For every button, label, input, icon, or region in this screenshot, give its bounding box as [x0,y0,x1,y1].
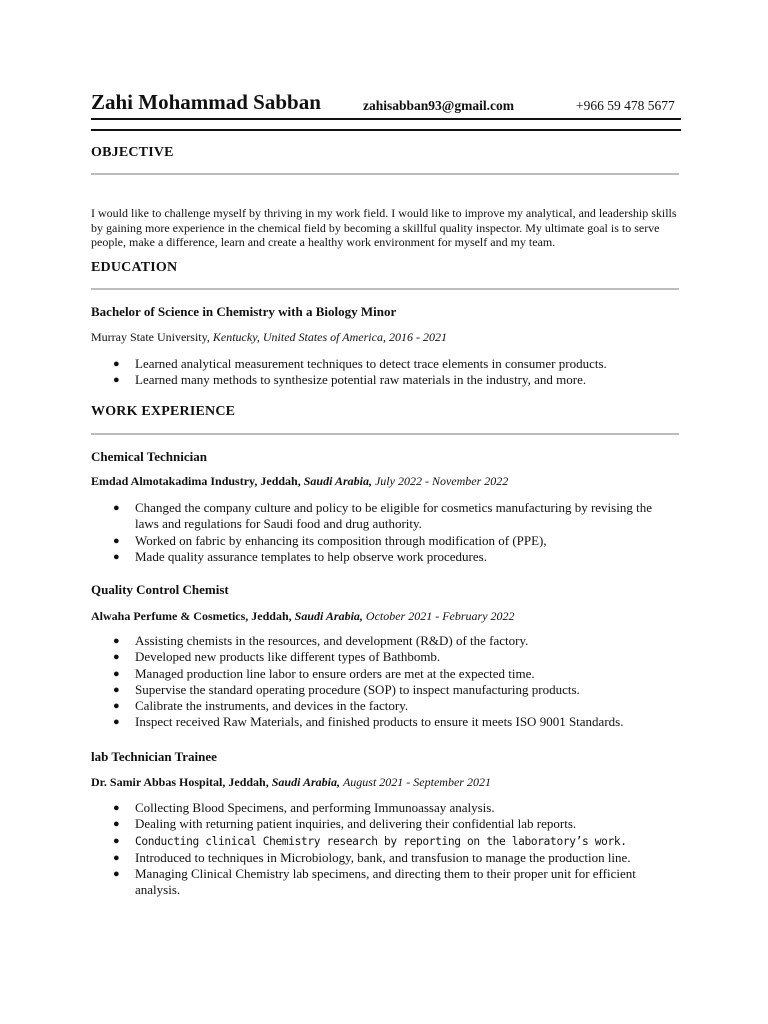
candidate-email: zahisabban93@gmail.com [363,98,514,113]
list-item: ● Collecting Blood Specimens, and performing Immunoassay analysis. [113,800,495,815]
school-name: Murray State University, [91,330,210,344]
education-heading: EDUCATION [91,260,178,275]
list-item: ● Conducting clinical Chemistry research by reporting on the laboratory’s work. [113,834,627,848]
degree-title: Bachelor of Science in Chemistry with a Biology Minor [91,304,397,319]
list-item: ● Inspect received Raw Materials, and finished products to ensure it meets ISO 9001 Standards. [113,714,624,730]
bullet-icon: ● [113,358,120,370]
list-item: ● Changed the company culture and policy to be eligible for cosmetics manufacturing by revising the laws and regulations for Saudi food and drug authority. [113,500,652,532]
bullet-icon: ● [113,868,120,881]
job-company: Dr. Samir Abbas Hospital, Jeddah, [91,775,269,789]
list-item: ● Assisting chemists in the resources, and development (R&D) of the factory. [113,633,529,648]
job-country: Saudi Arabia, [294,609,363,623]
job-bullet-list [91,800,679,899]
bullet-icon: ● [113,534,120,547]
job-dates: October 2021 - February 2022 [365,609,515,623]
work-heading: WORK EXPERIENCE [91,404,236,419]
bullet-icon: ● [113,818,120,831]
candidate-phone: +966 59 478 5677 [576,98,675,113]
education-divider [91,288,679,290]
list-item: ● Dealing with returning patient inquiries, and delivering their confidential lab reports. [113,816,577,832]
candidate-name: Zahi Mohammad Sabban [91,90,321,114]
job-org-line [91,775,491,790]
bullet-icon: ● [113,716,120,729]
job-company: Alwaha Perfume & Cosmetics, Jeddah, [91,609,292,623]
job-country: Saudi Arabia, [303,474,372,488]
education-bullet-list [91,356,679,389]
header-rule-bottom [91,129,681,131]
list-item: ● Managing Clinical Chemistry lab specimens, and directing them to their proper unit for efficient analysis. [113,866,636,898]
bullet-icon: ● [113,834,120,847]
list-item: ● Calibrate the instruments, and devices in the factory. [113,698,409,714]
school-location: Kentucky, United States of America, [212,330,386,344]
job-bullet-list [91,633,679,731]
bullet-icon: ● [113,651,120,664]
bullet-icon: ● [113,851,120,864]
bullet-icon: ● [113,374,120,387]
school-dates: 2016 - 2021 [388,330,447,344]
bullet-icon: ● [113,700,120,713]
list-item: ● Introduced to techniques in Microbiology, bank, and transfusion to manage the production line. [113,849,631,865]
objective-heading: OBJECTIVE [91,145,174,160]
bullet-icon: ● [113,550,120,563]
work-divider [91,433,679,435]
list-item: ● Managed production line labor to ensure orders are met at the expected time. [113,665,535,681]
list-item: ● Worked on fabric by enhancing its composition through modification of (PPE), [113,532,547,548]
objective-divider [91,173,679,175]
list-item: ● Made quality assurance templates to help observe work procedures. [113,548,487,564]
job-dates: July 2022 - November 2022 [374,474,509,488]
job-dates: August 2021 - September 2021 [342,775,491,789]
bullet-icon: ● [113,683,120,696]
bullet-icon: ● [113,502,120,514]
header-rule-top [91,118,681,120]
job-bullet-list [91,500,679,565]
list-item: ● Supervise the standard operating procedure (SOP) to inspect manufacturing products. [113,681,580,697]
job-company: Emdad Almotakadima Industry, Jeddah, [91,474,301,488]
job-title: Quality Control Chemist [91,582,229,597]
school-line [91,330,447,345]
job-country: Saudi Arabia, [271,775,340,789]
job-title: lab Technician Trainee [91,749,217,764]
list-item: ● Learned many methods to synthesize potential raw materials in the industry, and more. [113,372,587,388]
job-org-line [91,474,508,489]
bullet-icon: ● [113,667,120,680]
list-item: ● Learned analytical measurement techniques to detect trace elements in consumer products. [113,356,607,371]
bullet-icon: ● [113,802,120,814]
job-org-line [91,609,515,624]
list-item: ● Developed new products like different types of Bathbomb. [113,649,441,665]
job-title: Chemical Technician [91,449,207,464]
objective-text: I would like to challenge myself by thriving in my work field. I would like to improve my analytical, and leadership skills by gaining more experience in the chemical field by becoming a skillful quality inspector. My ultimate goal is to serve people, make a difference, learn and create a healthy work environment for myself and my team. [91,206,677,249]
bullet-icon: ● [113,635,120,647]
